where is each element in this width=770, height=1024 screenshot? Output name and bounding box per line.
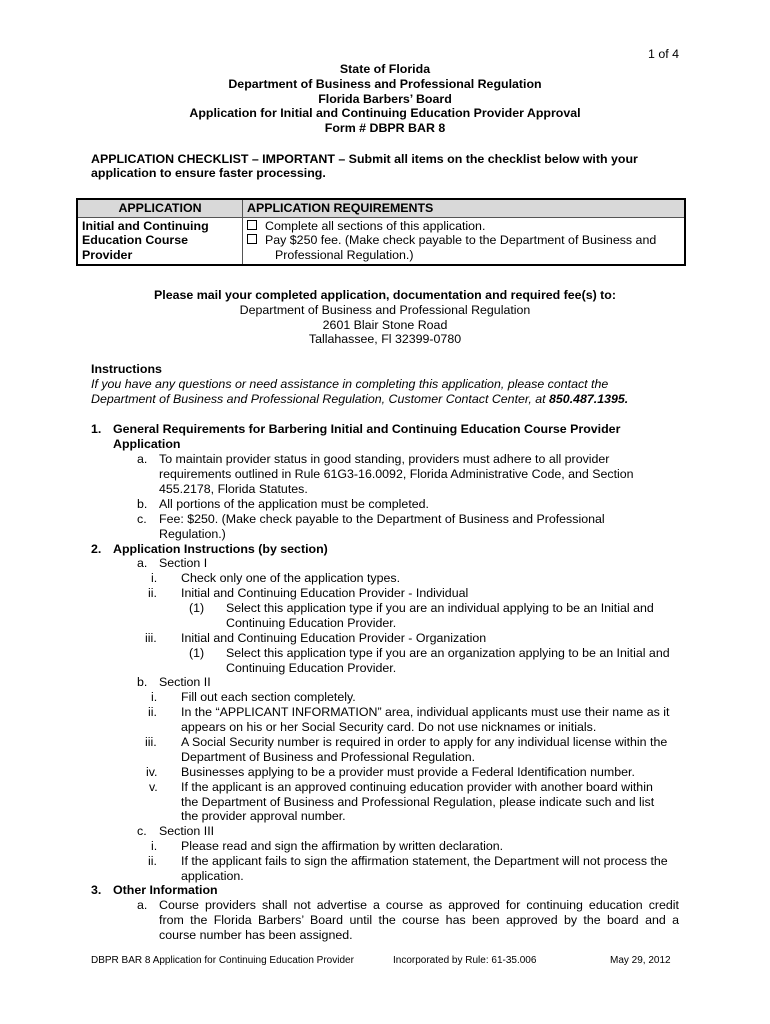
- mail-address-1: Department of Business and Professional Regulation: [239, 303, 531, 317]
- mail-heading: Please mail your completed application, documentation and required fee(s) to:: [154, 288, 616, 302]
- s1-title-1: General Requirements for Barbering Initial and Continuing Education Course Provider: [113, 422, 621, 436]
- s2-aii-marker: ii.: [148, 586, 157, 600]
- header-state: State of Florida: [339, 62, 431, 76]
- s3-a-line-3: course number has been assigned.: [159, 928, 353, 942]
- instructions-line-1: If you have any questions or need assistance in completing this application, please contact the: [91, 377, 609, 391]
- s1-number: 1.: [91, 422, 102, 436]
- requirements-table: [76, 198, 686, 266]
- footer-rule: Incorporated by Rule: 61-35.006: [393, 955, 537, 966]
- mail-address-3: Tallahassee, Fl 32399-0780: [308, 332, 462, 346]
- app-line-1: Initial and Continuing: [82, 218, 209, 233]
- s2-c-marker: c.: [137, 824, 147, 838]
- s3-title: Other Information: [113, 883, 218, 897]
- s1-c-marker: c.: [137, 512, 147, 526]
- s2-bii-line-2: appears on his or her Social Security card. Do not use nicknames or initials.: [181, 720, 597, 734]
- requirement-item-1: [247, 219, 680, 234]
- s2-aii1-line-1: Select this application type if you are an individual applying to be an Initial and: [226, 601, 654, 615]
- table-cell-requirements: [243, 217, 686, 265]
- s2-b-title: Section II: [159, 675, 211, 689]
- checklist-line-1: APPLICATION CHECKLIST – IMPORTANT – Submit all items on the checklist below with your: [91, 152, 638, 166]
- footer-form-name: DBPR BAR 8 Application for Continuing Education Provider: [91, 955, 354, 966]
- s2-biv-text: Businesses applying to be a provider must provide a Federal Identification number.: [181, 765, 635, 779]
- mail-address-2: 2601 Blair Stone Road: [322, 318, 448, 332]
- s3-number: 3.: [91, 883, 102, 897]
- s2-aii1-line-2: Continuing Education Provider.: [226, 616, 397, 630]
- s3-a-line-1: Course providers shall not advertise a course as approved for continuing education credit: [159, 898, 679, 912]
- s1-a-marker: a.: [137, 452, 148, 466]
- s2-ci-text: Please read and sign the affirmation by written declaration.: [181, 839, 504, 853]
- footer-date: May 29, 2012: [610, 955, 671, 966]
- checkbox-icon: [247, 220, 257, 230]
- phone-number: 850.487.1395.: [549, 392, 629, 406]
- s2-cii-line-2: application.: [181, 869, 244, 883]
- s2-biii-line-2: Department of Business and Professional Regulation.: [181, 750, 476, 764]
- checklist-line-2: application to ensure faster processing.: [91, 166, 326, 180]
- s3-a-marker: a.: [137, 898, 148, 912]
- s2-biv-marker: iv.: [146, 765, 158, 779]
- s2-aiii1-line-2: Continuing Education Provider.: [226, 661, 397, 675]
- header-form-number: Form # DBPR BAR 8: [324, 121, 446, 135]
- requirement-text-2: Pay $250 fee. (Make check payable to the Department of Business and: [265, 233, 657, 248]
- s2-bi-marker: i.: [151, 690, 158, 704]
- s3-a-line-2: from the Florida Barbers’ Board until the course has been approved by the board and a: [159, 913, 679, 927]
- s2-aiii1-line-1: Select this application type if you are an organization applying to be an Initial and: [226, 646, 670, 660]
- s2-aii-text: Initial and Continuing Education Provider - Individual: [181, 586, 469, 600]
- s1-a-line-2: requirements outlined in Rule 61G3-16.0092, Florida Administrative Code, and Section: [159, 467, 634, 481]
- s2-title: Application Instructions (by section): [113, 542, 328, 556]
- header-application-title: Application for Initial and Continuing Education Provider Approval: [189, 106, 581, 120]
- table-header-application: APPLICATION: [77, 199, 243, 217]
- s1-c-line-1: Fee: $250. (Make check payable to the Department of Business and Professional: [159, 512, 605, 526]
- s2-cii-line-1: If the applicant fails to sign the affirmation statement, the Department will not process the: [181, 854, 668, 868]
- header-board: Florida Barbers’ Board: [318, 92, 452, 106]
- s2-biii-marker: iii.: [145, 735, 157, 749]
- s2-aiii1-marker: (1): [189, 646, 205, 660]
- s2-b-marker: b.: [137, 675, 148, 689]
- page-number: 1 of 4: [648, 47, 680, 61]
- app-line-3: Provider: [82, 248, 133, 263]
- s2-ai-text: Check only one of the application types.: [181, 571, 401, 585]
- s2-bv-marker: v.: [149, 780, 158, 794]
- s2-bi-text: Fill out each section completely.: [181, 690, 356, 704]
- s2-bv-line-2: the Department of Business and Professional Regulation, please indicate such and list: [181, 795, 655, 809]
- s2-bv-line-1: If the applicant is an approved continuing education provider with another board within: [181, 780, 653, 794]
- s2-aii1-marker: (1): [189, 601, 205, 615]
- s2-c-title: Section III: [159, 824, 215, 838]
- s2-number: 2.: [91, 542, 102, 556]
- s2-bii-line-1: In the “APPLICANT INFORMATION” area, individual applicants must use their name as it: [181, 705, 670, 719]
- s1-a-line-1: To maintain provider status in good standing, providers must adhere to all provider: [159, 452, 610, 466]
- s1-b-marker: b.: [137, 497, 148, 511]
- s1-b-line-1: All portions of the application must be completed.: [159, 497, 429, 511]
- s1-a-line-3: 455.2178, Florida Statutes.: [159, 482, 308, 496]
- s2-ai-marker: i.: [151, 571, 158, 585]
- requirement-text-2-cont: Professional Regulation.): [275, 248, 414, 263]
- app-line-2: Education Course: [82, 233, 189, 248]
- s2-ci-marker: i.: [151, 839, 158, 853]
- instructions-line-2: Department of Business and Professional Regulation, Customer Contact Center, at 850.487.1395.: [91, 392, 629, 406]
- s2-biii-line-1: A Social Security number is required in order to apply for any individual license within the: [181, 735, 668, 749]
- checkbox-icon: [247, 234, 257, 244]
- s1-title-2: Application: [113, 437, 181, 451]
- requirement-text-1: Complete all sections of this application.: [265, 218, 486, 233]
- s2-bii-marker: ii.: [148, 705, 157, 719]
- s2-aiii-marker: iii.: [145, 631, 157, 645]
- s2-cii-marker: ii.: [148, 854, 157, 868]
- table-header-requirements: APPLICATION REQUIREMENTS: [243, 199, 686, 217]
- s1-c-line-2: Regulation.): [159, 527, 226, 541]
- requirement-item-2: [247, 233, 680, 248]
- instructions-title: Instructions: [91, 362, 162, 376]
- table-cell-application: [77, 217, 243, 265]
- s2-aiii-text: Initial and Continuing Education Provider - Organization: [181, 631, 487, 645]
- s2-a-title: Section I: [159, 556, 208, 570]
- header-department: Department of Business and Professional Regulation: [228, 77, 542, 91]
- s2-bv-line-3: the provider approval number.: [181, 809, 346, 823]
- s2-a-marker: a.: [137, 556, 148, 570]
